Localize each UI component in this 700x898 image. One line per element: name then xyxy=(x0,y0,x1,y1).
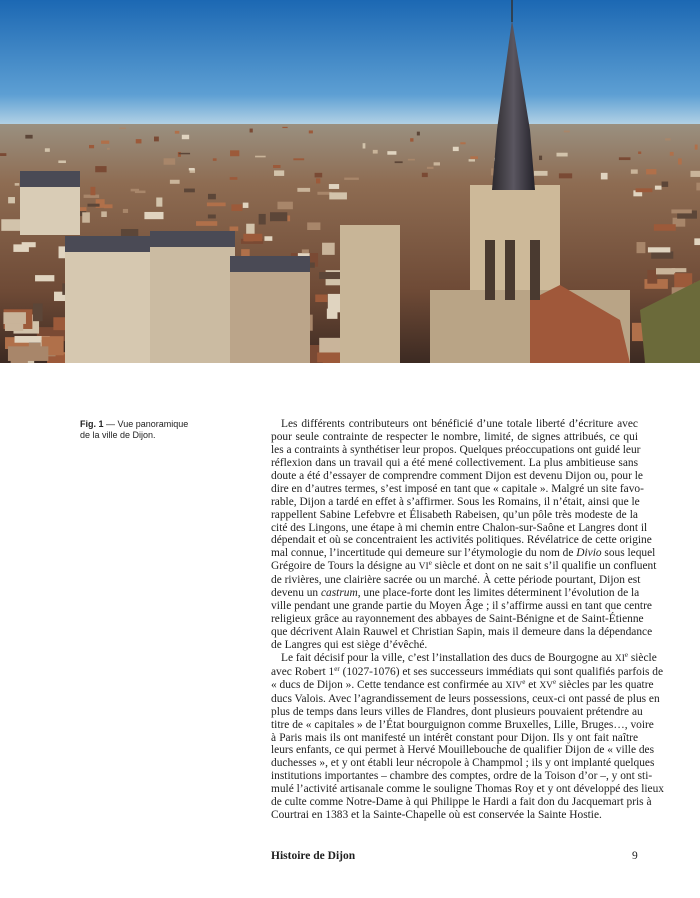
building xyxy=(208,194,216,199)
building xyxy=(135,191,146,193)
building xyxy=(434,162,440,165)
text-line xyxy=(271,482,644,496)
superscript: e xyxy=(624,650,628,659)
building xyxy=(189,168,195,170)
building xyxy=(270,212,287,221)
caption-text-line2: de la ville de Dijon. xyxy=(80,430,156,440)
building xyxy=(243,203,249,208)
building xyxy=(246,224,254,234)
building xyxy=(8,346,48,361)
building xyxy=(690,171,700,177)
text-line xyxy=(271,418,638,431)
building xyxy=(670,152,674,156)
building xyxy=(373,150,378,154)
text-line xyxy=(271,732,638,745)
building xyxy=(277,202,292,210)
building xyxy=(408,159,415,161)
building xyxy=(136,139,142,143)
text-segment: leurs enfants, ce qui permet à Hervé Mouillebouche de qualifier Dijon de « ville des xyxy=(271,744,655,757)
building xyxy=(655,186,662,190)
building xyxy=(264,236,272,241)
text-segment: siècles par les quatre xyxy=(556,678,654,691)
page-number: 9 xyxy=(632,850,638,862)
building xyxy=(648,247,670,252)
building xyxy=(273,165,280,168)
building xyxy=(646,169,656,174)
text-segment: sous lequel xyxy=(601,547,656,560)
building xyxy=(665,138,671,140)
building xyxy=(647,270,657,284)
building xyxy=(156,197,162,206)
building xyxy=(33,303,43,321)
text-segment: ville pendant une grande partie du Moyen Âge ; il s’affirme aussi en tant que centre xyxy=(271,600,652,613)
building xyxy=(695,145,698,150)
text-segment: religieux grâce au rayonnement des abbayes de Saint-Bénigne et de Saint-Étienne xyxy=(271,613,644,626)
text-segment: Le fait décisif pour la ville, c’est l’installation des ducs de Bourgogne au xyxy=(281,651,615,664)
building xyxy=(5,324,23,331)
text-line xyxy=(271,534,652,547)
text-segment: devenu un xyxy=(271,587,321,600)
building xyxy=(207,203,226,207)
text-segment: Courtrai en 1383 et la Sainte-Chapelle où est conservée la Sainte Hostie. xyxy=(271,809,602,822)
text-line xyxy=(271,431,638,444)
building xyxy=(564,130,570,132)
body-text xyxy=(271,418,664,822)
building xyxy=(101,211,107,217)
building xyxy=(662,182,669,187)
text-line xyxy=(271,770,653,783)
building xyxy=(317,352,341,362)
building xyxy=(255,156,266,158)
building xyxy=(150,245,235,363)
building xyxy=(678,158,682,164)
building xyxy=(469,159,475,161)
building xyxy=(460,142,465,144)
small-caps-numeral: XIV xyxy=(505,680,523,691)
text-segment: Grégoire de Tours la désigne au xyxy=(271,560,419,573)
roof xyxy=(230,256,310,272)
text-line xyxy=(271,509,638,522)
text-segment: Les différents contributeurs ont bénéficié d’une totale liberté d’écriture avec xyxy=(281,418,638,430)
building xyxy=(329,184,339,189)
building xyxy=(638,151,641,153)
building xyxy=(322,243,335,255)
building xyxy=(123,209,128,213)
text-segment: de Langres qui est siège d’évêché. xyxy=(271,638,428,651)
building xyxy=(164,158,176,164)
building xyxy=(184,189,195,193)
building xyxy=(329,192,347,199)
building xyxy=(316,178,320,183)
caption-text-line1: — Vue panoramique xyxy=(106,419,189,429)
building xyxy=(175,131,179,134)
superscript: e xyxy=(522,677,526,686)
italic-term: Divio xyxy=(576,547,602,560)
text-line xyxy=(271,677,654,693)
building xyxy=(315,173,323,178)
text-line xyxy=(271,626,653,639)
small-caps-numeral: VI xyxy=(418,562,429,573)
building xyxy=(601,173,608,180)
text-line xyxy=(271,783,664,796)
building xyxy=(22,242,36,247)
text-segment: de culte comme Notre-Dame à qui Philippe le Hardi a fait don du Jacquemart pris à xyxy=(271,796,652,809)
building xyxy=(694,238,700,245)
text-segment: à Paris mais ils ont manifesté un intérêt constant pour Dijon. Ils y ont fait naître xyxy=(271,731,638,744)
building xyxy=(656,268,675,274)
text-line xyxy=(271,600,652,613)
building xyxy=(65,250,155,363)
text-line xyxy=(271,650,657,666)
building xyxy=(556,153,567,157)
building xyxy=(178,152,181,157)
building xyxy=(230,226,239,230)
text-line xyxy=(271,496,638,509)
building xyxy=(422,173,428,177)
superscript: er xyxy=(334,664,340,673)
small-caps-numeral: XV xyxy=(539,680,554,691)
building xyxy=(417,132,420,136)
roof xyxy=(150,231,235,247)
text-line xyxy=(271,547,656,560)
text-segment: rappellent Sabine Lefebvre et Élisabeth Rabeisen, qu’un pôle très modeste de la xyxy=(271,508,638,521)
building xyxy=(87,204,99,207)
building xyxy=(427,167,434,169)
text-segment: dépendait et où se concentraient les activités politiques. Révélatrice de cette origine xyxy=(271,534,652,547)
building xyxy=(107,148,110,150)
text-line xyxy=(271,705,643,719)
building xyxy=(119,128,126,129)
building xyxy=(35,275,54,281)
building xyxy=(636,188,653,192)
building xyxy=(230,150,239,156)
building xyxy=(245,235,254,242)
building xyxy=(144,212,163,219)
text-segment: cité des Lingons, une étape à mi chemin entre Chalon-sur-Saône et Langres dont il xyxy=(271,521,648,534)
building xyxy=(274,170,284,176)
building xyxy=(154,137,159,142)
text-segment: titre de « capitales » de l’État bourguignon comme Bruxelles, Lille, Bruges…, voire xyxy=(271,718,654,731)
building xyxy=(213,158,217,161)
building xyxy=(95,166,106,172)
building xyxy=(534,171,548,176)
superscript: e xyxy=(428,559,432,568)
building xyxy=(344,178,359,180)
building xyxy=(1,219,22,231)
text-segment: doute a été d’essayer de comprendre comment Dijon est devenu Dijon ou, pour le xyxy=(271,469,643,482)
building xyxy=(179,153,190,154)
text-segment: mulé l’activité artisanale comme le souligne Thomas Roy et y ont développé des lieux xyxy=(271,783,664,796)
text-segment: duchesses », et y ont établi leur nécropole à Champmol ; ils y ont implanté quelques xyxy=(271,757,655,770)
building xyxy=(387,151,396,155)
text-line xyxy=(271,639,638,652)
text-segment: réflexion dans un travail qui a été mené collectivement. La plus ambitieuse sans xyxy=(271,456,638,469)
text-line xyxy=(271,469,643,483)
text-line xyxy=(271,809,638,822)
text-line xyxy=(271,574,641,587)
roof xyxy=(65,236,155,252)
building xyxy=(82,212,90,222)
building xyxy=(309,130,313,133)
text-line xyxy=(271,457,638,470)
text-line xyxy=(271,796,652,809)
text-segment: siècle xyxy=(627,651,657,664)
building xyxy=(363,143,366,148)
superscript: e xyxy=(553,677,557,686)
building xyxy=(3,312,26,324)
text-segment: institutions importantes – chambre des comptes, ordre de la Toison d’or –, y ont sti- xyxy=(271,770,653,783)
running-title: Histoire de Dijon xyxy=(271,850,356,862)
building xyxy=(25,135,32,139)
building xyxy=(282,127,287,128)
text-segment: mal connue, l’incertitude qui demeure sur l’étymologie du nom de xyxy=(271,547,577,560)
building xyxy=(654,224,676,231)
building xyxy=(196,221,217,226)
text-line xyxy=(271,744,655,757)
text-segment: pour seule contrainte de respecter le nombre, limité, de signes attribués, ce qui xyxy=(271,430,638,443)
sky xyxy=(0,0,700,126)
italic-term: castrum xyxy=(320,587,358,600)
text-segment: rable, Dijon a tardé en effet à s’affirmer. Sous les Romains, il n’était, ainsi que le xyxy=(271,495,640,508)
building xyxy=(231,204,242,211)
building xyxy=(208,214,216,218)
text-line xyxy=(271,559,657,574)
building xyxy=(45,148,50,152)
building xyxy=(559,173,572,178)
building xyxy=(101,141,109,144)
text-segment: dire en d’autres termes, s’est imposé en tant que « capitale ». Malgré un site favo- xyxy=(271,482,644,495)
panoramic-photo-dijon xyxy=(0,0,700,363)
building xyxy=(104,204,113,208)
building xyxy=(8,197,15,203)
building xyxy=(539,156,542,160)
small-caps-numeral: XI xyxy=(614,653,625,664)
building xyxy=(651,251,673,258)
building xyxy=(671,209,691,213)
text-segment: que décrivent Alain Rauwel et Christian Sapin, mais il demeure dans la dépendance xyxy=(271,626,653,638)
building xyxy=(453,147,459,151)
text-line xyxy=(271,613,644,626)
text-segment: (1027-1076) et ses successeurs immédiats qui sont qualifiés parfois de xyxy=(339,665,664,678)
roof xyxy=(20,171,80,187)
building xyxy=(259,214,266,225)
building xyxy=(90,187,95,195)
building xyxy=(637,242,646,253)
building xyxy=(170,180,180,184)
figure-caption xyxy=(80,419,230,441)
building xyxy=(89,145,94,148)
building xyxy=(230,270,310,363)
text-line xyxy=(271,587,638,600)
building xyxy=(307,222,320,230)
text-segment: avec Robert 1 xyxy=(271,665,335,678)
text-line xyxy=(271,664,664,679)
building xyxy=(297,188,310,192)
text-line xyxy=(271,692,660,706)
text-line xyxy=(271,521,648,535)
text-segment: , une place-forte dont les limites déterminent l’évolution de la xyxy=(357,587,640,600)
building xyxy=(230,177,238,180)
text-segment: plus de temps dans leurs villes de Flandres, dont plusieurs pouvaient prétendre au xyxy=(271,705,643,718)
building xyxy=(696,183,700,191)
building xyxy=(0,153,6,156)
building xyxy=(293,158,304,160)
text-segment: ducs Valois. Avec l’agrandissement de leurs possessions, ceux-ci ont passé de plus en xyxy=(271,692,660,705)
text-line xyxy=(271,718,654,732)
text-line xyxy=(271,443,641,457)
building xyxy=(315,294,327,302)
building xyxy=(631,169,638,173)
building xyxy=(410,138,413,141)
text-segment: et xyxy=(525,678,540,691)
building xyxy=(20,185,80,235)
text-line xyxy=(271,757,655,770)
building xyxy=(395,161,403,163)
building xyxy=(15,183,20,186)
building xyxy=(619,157,631,160)
text-segment: les a contraints à synthétiser leur propos. Quelques préoccupations ont guidé leur xyxy=(271,443,641,456)
building xyxy=(58,160,66,163)
building xyxy=(302,249,309,253)
text-segment: de rivières, une clairière sacrée ou un marché. À cette période pourtant, Dijon est xyxy=(271,574,641,587)
text-segment: siècle et dont on ne sait s’il qualifie un confluent xyxy=(431,560,657,573)
building xyxy=(470,156,478,159)
building xyxy=(250,129,253,133)
text-segment: « ducs de Dijon ». Cette tendance est confirmée au xyxy=(271,678,506,691)
building xyxy=(182,135,189,139)
caption-label: Fig. 1 xyxy=(80,419,104,429)
